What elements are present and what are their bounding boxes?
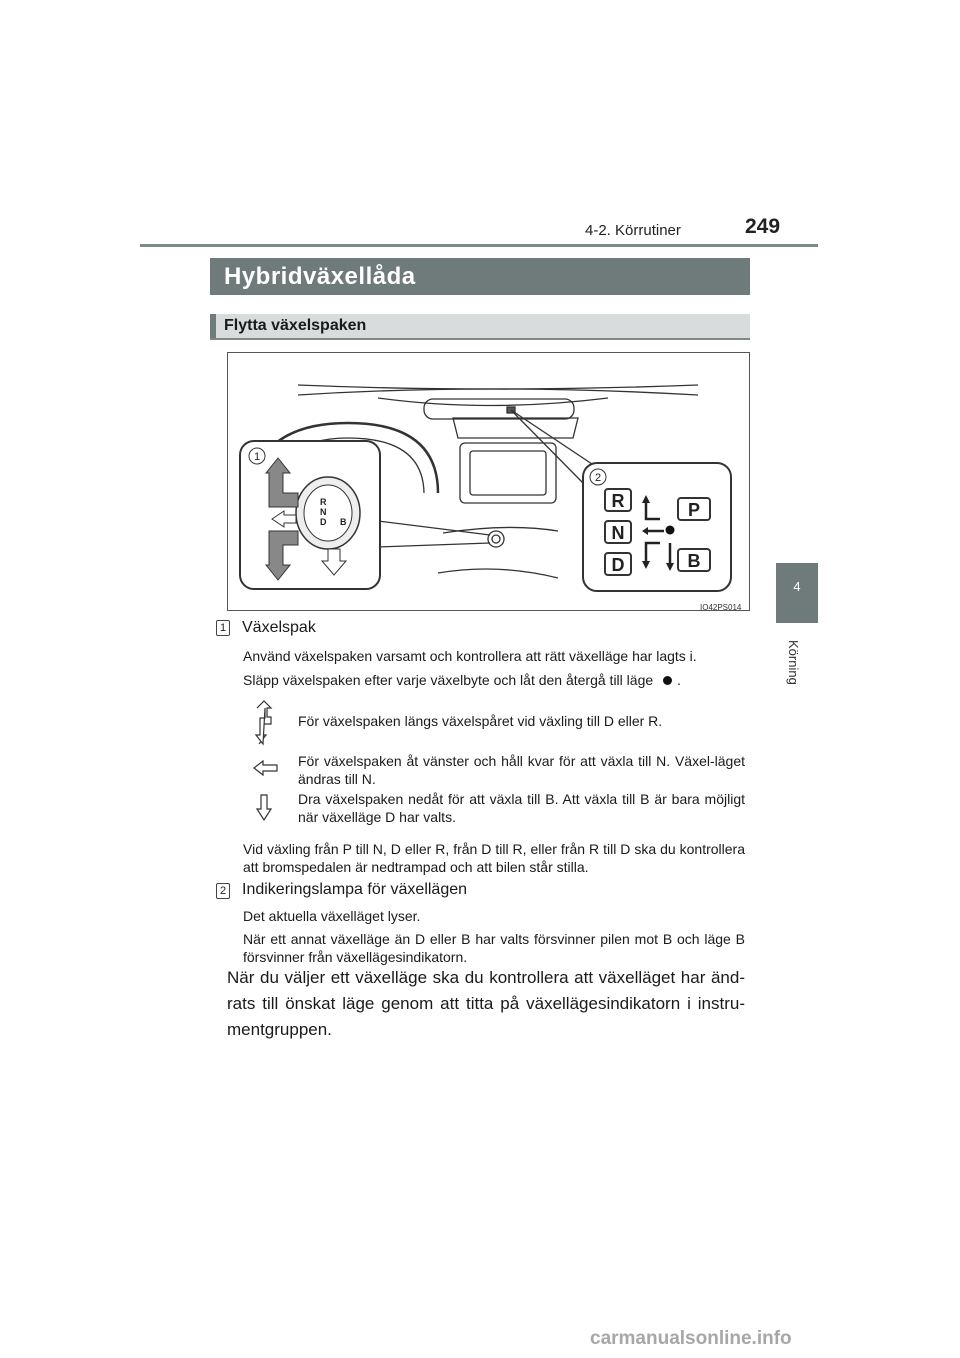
- item-1-line-1: Använd växelspaken varsamt och kontrollera att rätt växelläge har lagts i.: [243, 648, 697, 664]
- home-position-icon: [663, 676, 672, 685]
- lever-letter-n: N: [320, 507, 327, 517]
- lever-letter-d: D: [320, 517, 327, 527]
- legend-2-text: För växelspaken åt vänster och håll kvar för att växla till N. Växel-läget ändras till N.: [298, 753, 745, 787]
- indicator-letter-r: R: [611, 491, 625, 511]
- dashboard-illustration: [227, 352, 750, 611]
- indicator-letter-d: D: [611, 555, 625, 575]
- subsection-header: [210, 314, 750, 340]
- lever-letter-r: R: [320, 497, 327, 507]
- lever-letter-b: B: [340, 517, 347, 527]
- item-2-title: Indikeringslampa för växellägen: [242, 881, 468, 898]
- header-divider: [140, 244, 818, 247]
- subsection-accent: [210, 314, 216, 338]
- watermark: carmanualsonline.info: [590, 1328, 792, 1349]
- item-2-line-1: Det aktuella växelläget lyser.: [243, 908, 421, 924]
- item-1-title: Växelspak: [242, 619, 316, 636]
- item-1-line-2: [243, 671, 681, 689]
- figure-code: IO42PS014: [700, 603, 742, 612]
- indicator-letter-b: B: [687, 551, 701, 571]
- indicator-letter-n: N: [611, 523, 625, 543]
- home-position-dot-icon: [666, 526, 675, 535]
- left-arrow-icon: [253, 759, 279, 777]
- subsection-title: Flytta växelspaken: [224, 317, 367, 334]
- item-2-number: 2: [216, 883, 230, 899]
- dashboard-drawing: [228, 353, 749, 610]
- callout-1-label: 1: [253, 451, 261, 463]
- header-section-label: 4-2. Körrutiner: [585, 222, 681, 239]
- item-1-line-2-end: .: [677, 672, 681, 688]
- main-paragraph: När du väljer ett växelläge ska du kontrollera att växelläget har änd-rats till önskat läge genom att titta på växellägesindikatorn i instru-mentgruppen.: [227, 968, 745, 1039]
- item-1-number: 1: [216, 620, 230, 636]
- down-arrow-icon: [255, 794, 273, 822]
- item-2-line-2: När ett annat växelläge än D eller B har valts försvinner pilen mot B och läge B försvinner från växellägesindikatorn.: [243, 931, 745, 965]
- indicator-letter-p: P: [687, 500, 701, 520]
- callout-2-label: 2: [594, 472, 602, 484]
- chapter-label: Körning: [786, 640, 801, 685]
- page-number: 249: [745, 215, 781, 238]
- chapter-tab: 4: [776, 563, 818, 623]
- up-down-arrow-icon: [255, 700, 273, 746]
- item-1-note: Vid växling från P till N, D eller R, från D till R, eller från R till D ska du kontrollera att bromspedalen är nedtrampad och att bilen står stilla.: [243, 841, 745, 875]
- item-1-line-2-text: Släpp växelspaken efter varje växelbyte och låt den återgå till läge: [243, 672, 654, 688]
- section-title: Hybridväxellåda: [210, 258, 750, 295]
- legend-1-text: För växelspaken längs växelspåret vid växling till D eller R.: [298, 713, 663, 729]
- legend-3-text: Dra växelspaken nedåt för att växla till B. Att växla till B är bara möjligt när växelläge D har valts.: [298, 791, 745, 825]
